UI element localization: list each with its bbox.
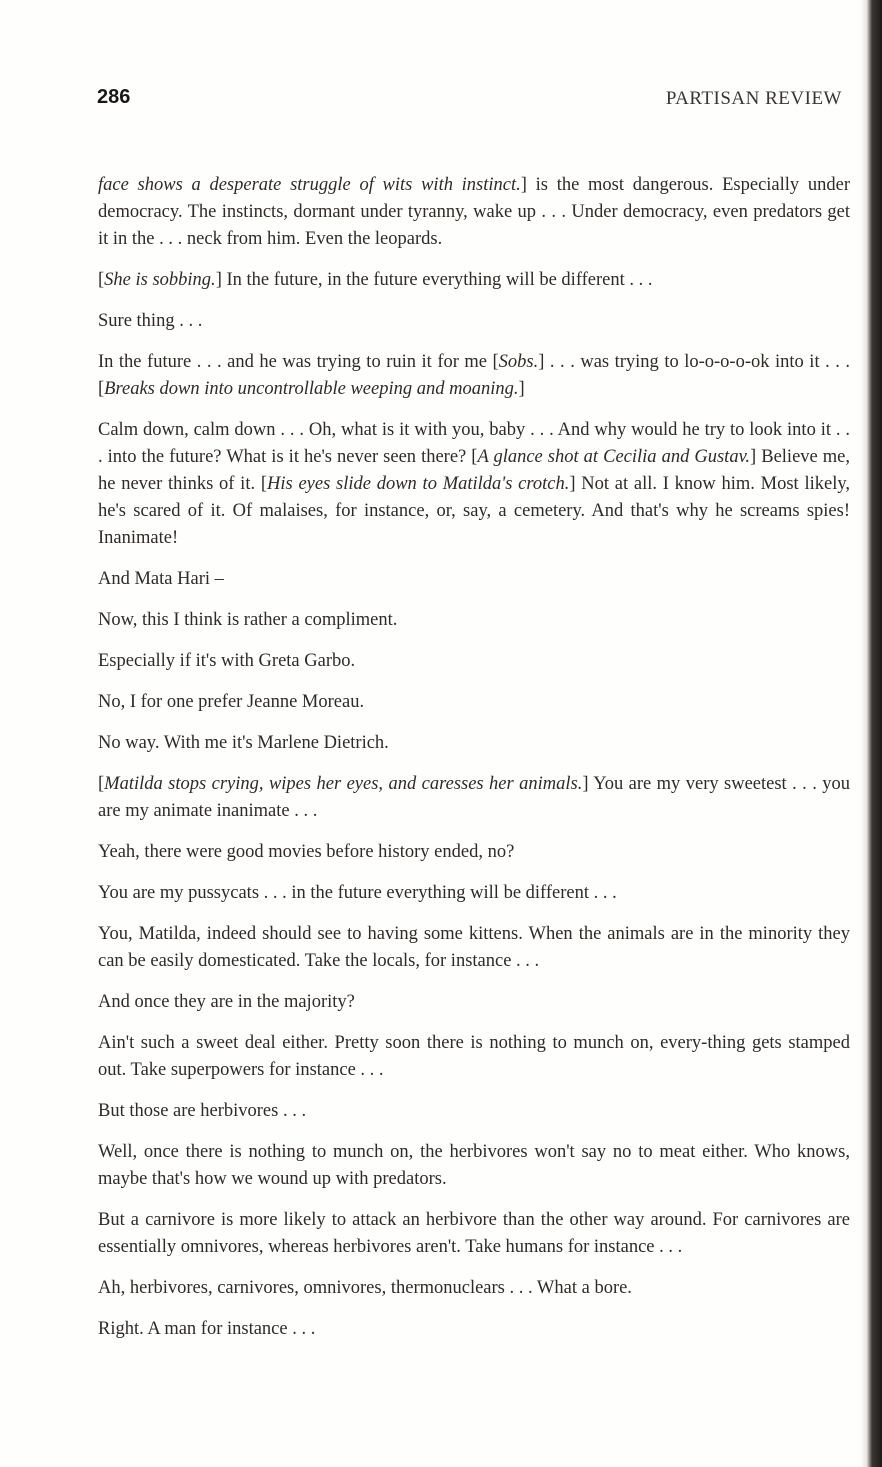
dialogue-text: Ain't such a sweet deal either. Pretty soon there is nothing to munch on, every-thing gets stamped out. Take superpowers for instance . . . (98, 1033, 850, 1080)
dialogue-paragraph (98, 349, 850, 403)
body-text (98, 172, 850, 1357)
dialogue-paragraph (98, 1275, 850, 1302)
dialogue-paragraph (98, 730, 850, 757)
dialogue-text: Yeah, there were good movies before history ended, no? (98, 842, 515, 862)
dialogue-paragraph (98, 1207, 850, 1261)
stage-direction: His eyes slide down to Matilda's crotch. (267, 474, 570, 494)
dialogue-paragraph (98, 417, 850, 552)
dialogue-text: ] Not at all. I know him. Most likely, he's scared of it. Of malaises, for instance, or, say, a cemetery. And that's why he screams spies! Inanimate! (98, 474, 851, 548)
dialogue-text: No, I for one prefer Jeanne Moreau. (98, 692, 365, 712)
running-head: PARTISAN REVIEW (665, 88, 842, 109)
dialogue-text: Ah, herbivores, carnivores, omnivores, thermonuclears . . . What a bore. (98, 1278, 632, 1298)
dialogue-text: But a carnivore is more likely to attack an herbivore than the other way around. For carnivores are essentially omnivores, whereas herbivores aren't. Take humans for instance . . . (98, 1210, 850, 1257)
book-gutter-shadow (860, 0, 882, 1467)
dialogue-text: ] You are my very sweetest . . . you are my animate inanimate . . . (98, 774, 850, 821)
stage-direction: face shows a desperate struggle of wits with instinct. (98, 175, 521, 195)
dialogue-paragraph (98, 771, 850, 825)
dialogue-paragraph (98, 1139, 850, 1193)
dialogue-paragraph (98, 607, 850, 634)
dialogue-text: Calm down, calm down . . . Oh, what is it with you, baby . . . And why would he try to look into it . . . into the future? What is it he's never seen there? [ (98, 420, 850, 467)
dialogue-text: In the future . . . and he was trying to ruin it for me [ (98, 352, 499, 372)
stage-direction: Sobs. (498, 352, 539, 372)
dialogue-text: And once they are in the majority? (98, 992, 355, 1012)
dialogue-text: [ (98, 774, 105, 794)
dialogue-paragraph (98, 308, 850, 335)
dialogue-paragraph (98, 267, 850, 294)
dialogue-paragraph (98, 566, 850, 593)
dialogue-text: Now, this I think is rather a compliment. (98, 610, 398, 630)
dialogue-paragraph (98, 880, 850, 907)
dialogue-text: Sure thing . . . (98, 311, 203, 331)
dialogue-text: [ (98, 270, 105, 290)
dialogue-paragraph (98, 921, 850, 975)
dialogue-paragraph (98, 839, 850, 866)
dialogue-text: ] Believe me, he never thinks of it. [ (98, 447, 851, 494)
stage-direction: Matilda stops crying, wipes her eyes, and caresses her animals. (104, 774, 583, 794)
stage-direction: Breaks down into uncontrollable weeping and moaning. (104, 379, 519, 399)
dialogue-text: You, Matilda, indeed should see to having some kittens. When the animals are in the minority they can be easily domesticated. Take the locals, for instance . . . (98, 924, 850, 971)
dialogue-paragraph (98, 989, 850, 1016)
dialogue-paragraph (98, 1316, 850, 1343)
dialogue-paragraph (98, 648, 850, 675)
dialogue-text: And Mata Hari – (98, 569, 224, 589)
stage-direction: A glance shot at Cecilia and Gustav. (477, 447, 751, 467)
dialogue-text: Especially if it's with Greta Garbo. (98, 651, 356, 671)
dialogue-paragraph (98, 689, 850, 716)
dialogue-text: Right. A man for instance . . . (98, 1319, 316, 1339)
stage-direction: She is sobbing. (104, 270, 216, 290)
dialogue-text: But those are herbivores . . . (98, 1101, 307, 1121)
dialogue-paragraph (98, 172, 850, 253)
dialogue-text: Well, once there is nothing to munch on, the herbivores won't say no to meat either. Who knows, maybe that's how we wound up with predators. (98, 1142, 850, 1189)
dialogue-text: ] (518, 379, 525, 399)
dialogue-paragraph (98, 1030, 850, 1084)
dialogue-text: ] is the most dangerous. Especially under democracy. The instincts, dormant under tyranny, wake up . . . Under democracy, even predators get it in the . . . neck from him. Even the leopards. (98, 175, 850, 249)
dialogue-text: You are my pussycats . . . in the future everything will be different . . . (98, 883, 617, 903)
dialogue-text: ] . . . was trying to lo-o-o-o-ok into it . . . [ (98, 352, 850, 399)
dialogue-paragraph (98, 1098, 850, 1125)
page-number: 286 (97, 86, 131, 108)
dialogue-text: ] In the future, in the future everything will be different . . . (215, 270, 653, 290)
dialogue-text: No way. With me it's Marlene Dietrich. (98, 733, 389, 753)
